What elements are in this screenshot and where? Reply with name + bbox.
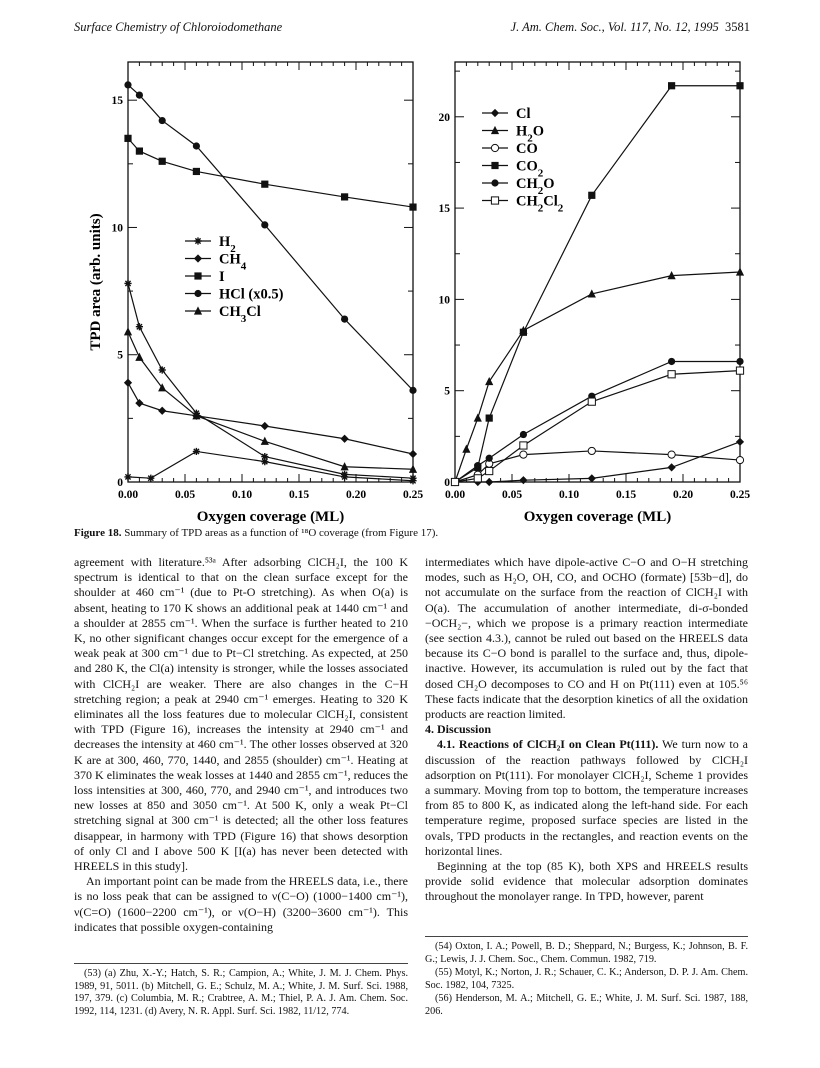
series-hcl-x0-5-point: [136, 91, 143, 98]
series-i-line: [128, 138, 413, 207]
legend-label-part: 2: [557, 202, 564, 215]
legend-label-part: H: [219, 234, 231, 250]
series-cl-point: [668, 463, 676, 471]
legend-label: [516, 141, 538, 157]
right-text-column: [425, 555, 748, 905]
series-co-point: [736, 456, 743, 463]
series-hcl-x0-5-line: [128, 85, 413, 390]
y-tick-label: 5: [444, 385, 450, 398]
x-tick-label: 0.15: [288, 489, 310, 501]
reference: (56) Henderson, M. A.; Mitchell, G. E.; White, J. M. Surf. Sci. 1987, 188, 206.: [425, 993, 748, 1017]
legend-marker: [194, 272, 201, 279]
series-h2-point: [147, 475, 154, 482]
series-cl-point: [519, 476, 527, 484]
reference: (53) (a) Zhu, X.-Y.; Hatch, S. R.; Campion, A.; White, J. M. J. Chem. Phys. 1989, 91, 5011. (b) Mitchell, G. E.; Schulz, M. A.; White, J. M. Surf. Sci. 1988, 197, 379. (c) Columbia, M. R.; Crabtree, A. M.; Thiel, P. A. J. Am. Chem. Soc. 1992, 114, 1231. (d) Avery, N. R. Appl. Surf. Sci. 1982, 11/12, 774.: [74, 968, 408, 1017]
legend-label: [219, 269, 225, 285]
x-tick-label: 0.25: [402, 489, 424, 501]
series-ch4-point: [158, 407, 166, 415]
legend-label-part: x: [253, 286, 261, 303]
legend-label-part: .: [267, 286, 272, 303]
series-ch3cl-point: [135, 353, 143, 361]
x-tick-label: 0.10: [558, 489, 580, 501]
legend-label-part: 0: [260, 286, 268, 303]
footnotes-right: [425, 936, 748, 1020]
series-co-point: [668, 451, 675, 458]
y-axis-title: TPD area (arb. units): [88, 213, 104, 351]
series-unnamed-5-point: [261, 453, 268, 460]
legend-label-part: CH: [516, 176, 538, 192]
paragraph: agreement with literature.⁵³ᵃ After adsorbing ClCH₂I, the 100 K spectrum is identical to that on the clean surface except for the shoulder at 460 cm⁻¹ (due to Pt-O stretching). As when O(a) is absent, heating to 170 K shows an additional peak at 1440 cm⁻¹ and a shoulder at 2855 cm⁻¹. When the surface is further heated to 210 K, no other significant changes occur except for the emergence of a weak peak at 300 cm⁻¹ due to Pt−Cl stretching. As expected, at 250 and 280 K, the Cl(a) intensity is stronger, while the losses associated with ClCH₂I are weaker. There are also changes in the C−H stretching region; a peak at 2940 cm⁻¹ emerges. Heating to 320 K eliminates all the loss features due to molecular ClCH₂I, consistent with TPD (Figure 16), increases the intensity at 2940 cm⁻¹ and decreases the intensity at 460 cm⁻¹. The other losses observed at 320 K are at 300, 460, 770, 1440, and 2855 (shoulder) cm⁻¹. Heating at 370 K eliminates the weak losses at 1440 and 2855 cm⁻¹, reduces the loss intensities at 300, 460, 770, and 2940 cm⁻¹, and introduces two new losses at 850 and 3050 cm⁻¹. At 500 K, only a weak Pt−Cl stretching signal at 300 cm⁻¹ is detected; all the other loss features disappear, in harmony with TPD (Figure 16) that shows desorption of only Cl and I above 500 K [I(a) has never been detected with HREELS in this study].: [74, 555, 408, 874]
x-tick-label: 0.05: [174, 489, 196, 501]
series-ch3cl-point: [124, 327, 132, 335]
y-tick-label: 10: [111, 222, 123, 235]
x-tick-label: 0.00: [117, 489, 139, 501]
legend-marker: [194, 290, 201, 297]
series-co-point: [588, 447, 595, 454]
series-unnamed-5-point: [341, 471, 348, 478]
series-ch2o-point: [520, 431, 527, 438]
series-ch2o-point: [474, 462, 481, 469]
series-ch4-point: [261, 422, 269, 430]
series-cl-point: [736, 438, 744, 446]
series-h2o-point: [474, 413, 482, 421]
legend-label-part: O: [532, 123, 545, 140]
subsection-heading: 4.1. Reactions of ClCH₂I on Clean Pt(111).: [437, 737, 659, 752]
series-ch4-point: [409, 450, 417, 458]
x-axis-title: Oxygen coverage (ML): [196, 509, 345, 525]
legend-marker: [194, 237, 201, 244]
series-co2-point: [588, 192, 595, 199]
legend-label: [219, 287, 284, 303]
series-co2-point: [486, 414, 493, 421]
legend-label-part: 5: [271, 286, 279, 303]
y-tick-label: 15: [438, 203, 450, 216]
legend-marker: [491, 197, 498, 204]
series-ch4-point: [124, 379, 132, 387]
x-tick-label: 0.20: [345, 489, 367, 501]
series-cl-point: [485, 478, 493, 486]
x-tick-label: 0.00: [444, 489, 466, 501]
series-ch2cl2-point: [520, 442, 527, 449]
legend-label-part: HCl: [219, 286, 245, 303]
series-hcl-x0-5-point: [261, 221, 268, 228]
x-tick-label: 0.10: [231, 489, 253, 501]
subsection-paragraph: [425, 737, 748, 859]
series-unnamed-5-point: [193, 410, 200, 417]
series-i-point: [261, 181, 268, 188]
series-ch2cl2-point: [451, 478, 458, 485]
y-tick-label: 15: [111, 95, 123, 108]
series-hcl-x0-5-point: [159, 117, 166, 124]
legend-label-part: Cl: [516, 106, 531, 122]
series-i-point: [136, 147, 143, 154]
y-tick-label: 10: [438, 294, 450, 307]
figure-caption: [74, 527, 774, 539]
legend-label-part: CH: [219, 304, 241, 320]
series-co2-point: [736, 82, 743, 89]
x-tick-label: 0.15: [615, 489, 637, 501]
series-ch4-point: [341, 435, 349, 443]
series-ch2cl2-point: [668, 371, 675, 378]
x-axis-title: Oxygen coverage (ML): [523, 509, 672, 525]
footnotes-left: [74, 963, 408, 1019]
legend-label-part: I: [219, 269, 225, 285]
series-h2o-point: [462, 445, 470, 453]
legend-label-part: (: [244, 286, 254, 303]
paragraph: An important point can be made from the HREELS data, i.e., there is no loss peak that can be assigned to ν(C−O) (1000−1400 cm⁻¹), ν(C=O) (1600−2200 cm⁻¹), or ν(O−H) (3200−3600 cm⁻¹). This indicates that possible oxygen-containing: [74, 874, 408, 934]
legend-marker: [491, 162, 498, 169]
section-heading: 4. Discussion: [425, 722, 492, 737]
y-tick-label: 0: [117, 477, 123, 489]
x-tick-label: 0.05: [501, 489, 523, 501]
chart-panel-2: [439, 62, 751, 525]
series-i-point: [159, 158, 166, 165]
series-ch2cl2-point: [736, 367, 743, 374]
reference: (54) Oxton, I. A.; Powell, B. D.; Sheppard, N.; Burgess, K.; Johnson, B. F. G.; Lewis, J. J. Chem. Soc., Chem. Commun. 1982, 719.: [425, 941, 748, 965]
series-ch4-point: [135, 399, 143, 407]
paragraph: We turn now to a discussion of the reaction pathways followed by ClCH₂I adsorption on Pt(111). For monolayer ClCH₂I, Scheme 1 provides a summary. Moving from top to bottom, the temperature increases from 85 to 800 K, as indicated along the left-hand side. For each temperature regime, proposed surface species are listed in the ovals, TPD products in the rectangles, and reaction events on the horizontal lines.: [425, 737, 748, 858]
legend-label-part: H: [516, 123, 528, 140]
series-ch2cl2-line: [455, 371, 740, 482]
series-hcl-x0-5-point: [124, 81, 131, 88]
caption-label: Figure 18.: [74, 527, 122, 539]
y-tick-label: 5: [117, 349, 123, 362]
legend-label-part: Cl: [543, 193, 558, 210]
series-h2-point: [124, 473, 131, 480]
caption-text: Summary of TPD areas as a function of ¹⁸O coverage (from Figure 17).: [124, 527, 439, 539]
series-ch3cl-line: [128, 332, 413, 469]
series-i-point: [124, 135, 131, 142]
legend-label-part: 2: [537, 167, 544, 180]
reference: (55) Motyl, K.; Norton, J. R.; Schauer, C. K.; Anderson, D. P. J. Am. Chem. Soc. 1982, 104, 7325.: [425, 967, 748, 991]
series-ch2cl2-point: [474, 475, 481, 482]
legend-label-part: CH: [219, 251, 241, 268]
series-i-point: [193, 168, 200, 175]
legend-label-part: Cl: [246, 304, 261, 320]
legend-marker: [194, 254, 202, 262]
series-i-point: [409, 203, 416, 210]
series-ch2o-point: [736, 358, 743, 365]
paragraph: Beginning at the top (85 K), both XPS and HREELS results provide solid evidence that molecular adsorption dominates throughout the monolayer range. In TPD, however, parent: [425, 859, 748, 904]
y-tick-label: 20: [438, 111, 450, 124]
series-unnamed-5-line: [128, 283, 413, 478]
series-co-point: [520, 451, 527, 458]
legend-label-part: 2: [537, 202, 544, 215]
chart-panel-1: [88, 62, 423, 525]
legend-label-part: 2: [537, 185, 544, 197]
series-h2-point: [193, 448, 200, 455]
left-text-column: [74, 555, 408, 935]
legend-label-part: O: [543, 176, 555, 192]
series-ch2cl2-point: [588, 398, 595, 405]
series-unnamed-5-point: [159, 366, 166, 373]
series-co2-point: [668, 82, 675, 89]
series-h2o-point: [736, 267, 744, 275]
series-ch2o-point: [668, 358, 675, 365]
legend-label-part: 4: [240, 260, 247, 273]
paragraph: intermediates which have dipole-active C−O and O−H stretching modes, such as H₂O, OH, CO, and OCHO (formate) [53b−d], do not accumulate on the surface from the reaction of ClCH₂I with O(a). The accumulation of another intermediate, di-σ-bonded −OCH₂−, which we propose is a primary reaction intermediate (see section 4.3.), cannot be ruled out based on the HREELS data because its C−O bond is parallel to the surface and, thus, dipole-inactive. However, its accumulation is ruled out by the fact that dosed CH₂O decomposes to CO and H on Pt(111) even at 105.⁵⁶ These facts indicate that the desorption kinetics of all the oxidation products are reaction limited.: [425, 555, 748, 722]
figure-18: [0, 0, 820, 525]
header-page-number: 3581: [725, 20, 750, 34]
legend-marker: [491, 109, 499, 117]
series-hcl-x0-5-point: [341, 315, 348, 322]
legend-label-part: ): [278, 286, 284, 303]
series-unnamed-5-point: [124, 280, 131, 287]
series-co2-point: [520, 329, 527, 336]
legend-label-part: CO: [516, 158, 538, 175]
series-hcl-x0-5-point: [193, 142, 200, 149]
header-journal: J. Am. Chem. Soc., Vol. 117, No. 12, 1995: [510, 20, 719, 34]
legend-label: [516, 106, 531, 122]
plot-frame: [455, 62, 740, 482]
legend-label-part: CO: [516, 141, 538, 157]
legend-label-part: 2: [230, 243, 236, 255]
legend-label-part: 3: [240, 313, 247, 325]
x-tick-label: 0.20: [672, 489, 694, 501]
legend-label-part: CH: [516, 193, 538, 210]
y-tick-label: 0: [444, 477, 450, 489]
series-hcl-x0-5-point: [409, 387, 416, 394]
series-i-point: [341, 193, 348, 200]
x-tick-label: 0.25: [729, 489, 751, 501]
series-ch2o-point: [486, 455, 493, 462]
legend-marker: [491, 179, 498, 186]
legend-label-part: 2: [527, 132, 533, 145]
series-unnamed-5-point: [136, 323, 143, 330]
plot-frame: [128, 62, 413, 482]
series-unnamed-5-point: [409, 475, 416, 482]
legend-label: [219, 304, 261, 325]
series-cl-point: [588, 474, 596, 482]
series-ch2cl2-point: [486, 467, 493, 474]
header-article-title: Surface Chemistry of Chloroiodomethane: [74, 20, 283, 34]
series-h2o-line: [455, 272, 740, 482]
legend-marker: [491, 144, 498, 151]
